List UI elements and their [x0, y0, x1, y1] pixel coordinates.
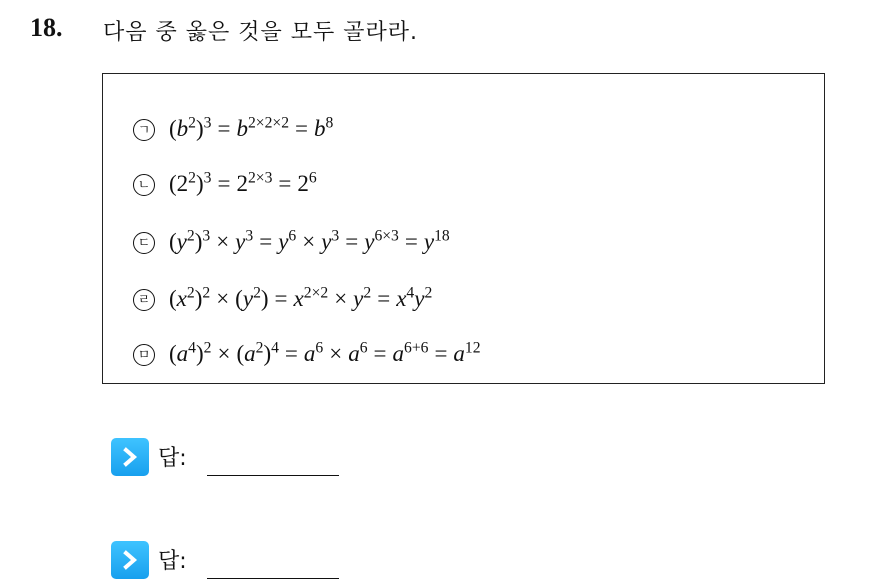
options-box: [102, 73, 825, 384]
option-4: [133, 282, 432, 316]
option-3: [133, 225, 450, 259]
question-number: 18.: [30, 13, 63, 42]
option-5: [133, 337, 481, 371]
question-text: 다음 중 옳은 것을 모두 골라라.: [103, 20, 418, 45]
option-3-mark: ㄷ: [133, 232, 155, 254]
option-2-mark: ㄴ: [133, 174, 155, 196]
chevron-right-icon: [111, 438, 149, 476]
option-2-expression: $(2^2)^3 = 2^{2\times 3} = 2^6$: [169, 169, 317, 196]
option-3-expression: $(y^2)^3 \times y^3 = y^6 \times y^3 = y^{6\times 3} = y^{18}$: [169, 227, 450, 254]
answer-2-blank[interactable]: [207, 578, 339, 579]
option-1-expression: $(b^2)^3 = b^{2\times 2\times 2} = b^8$: [169, 114, 334, 141]
option-1-mark: ㄱ: [133, 119, 155, 141]
answer-2: [111, 540, 339, 579]
answer-1: [111, 437, 339, 476]
chevron-right-icon: [111, 541, 149, 579]
option-5-mark: ㅁ: [133, 344, 155, 366]
answer-1-blank[interactable]: [207, 475, 339, 476]
answer-2-label: 답:: [158, 549, 187, 574]
option-1: [133, 112, 333, 146]
option-2: [133, 167, 317, 201]
option-5-expression: $(a^4)^2 \times (a^2)^4 = a^6 \times a^6 = a^{6+6} = a^{12}$: [169, 339, 481, 366]
option-4-mark: ㄹ: [133, 289, 155, 311]
answer-1-label: 답:: [158, 446, 187, 471]
option-4-expression: $(x^2)^2 \times (y^2) = x^{2\times 2} \times y^2 = x^4y^2$: [169, 284, 433, 311]
